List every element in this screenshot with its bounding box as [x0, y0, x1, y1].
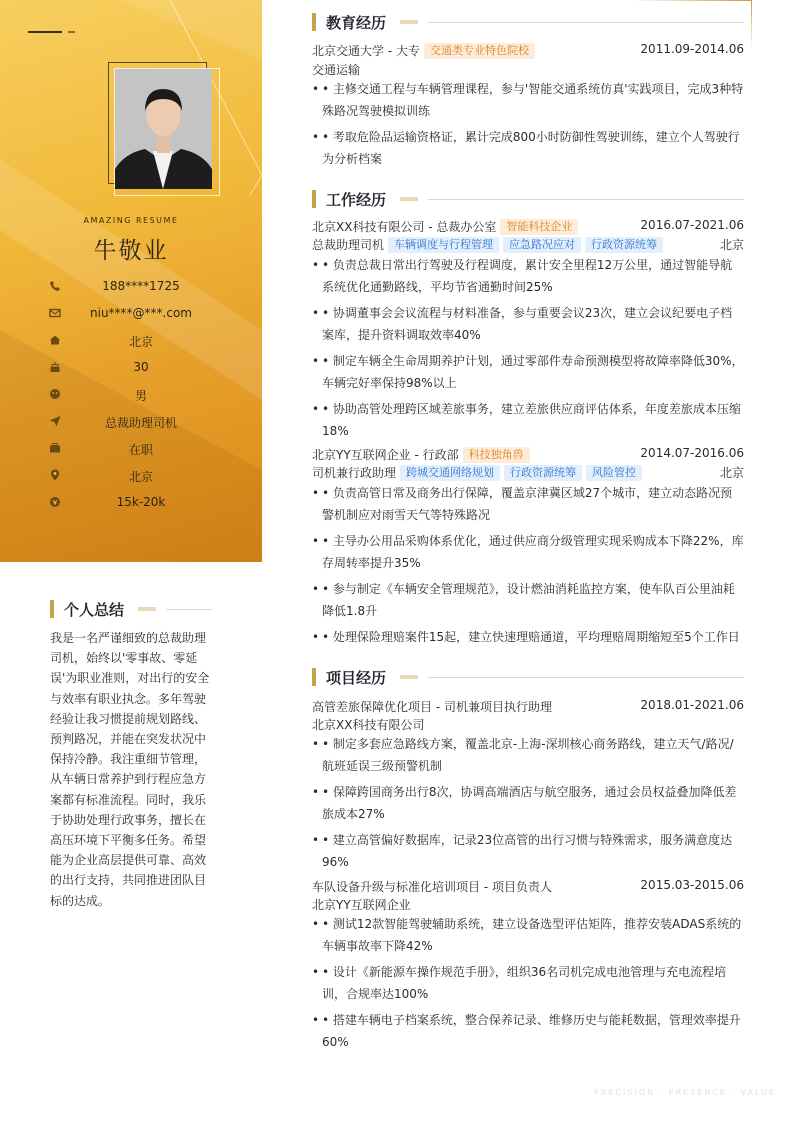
skill-tag: 行政资源统筹 — [585, 237, 663, 253]
home-value: 北京 — [128, 335, 153, 349]
education-school-row — [312, 42, 744, 60]
job-city: 北京 — [719, 238, 744, 252]
project-org: 北京YY互联网企业 — [312, 898, 411, 912]
phone-icon — [48, 279, 62, 293]
project-bullet: • • 保障跨国商务出行8次，协调高端酒店与航空服务，通过会员权益叠加降低差旅成本27% — [312, 785, 737, 821]
gender-value: 男 — [134, 389, 147, 403]
section-accent-bar — [50, 600, 54, 618]
job-date: 2016.07-2021.06 — [640, 218, 744, 232]
skill-tag: 应急路况应对 — [503, 237, 581, 253]
brand-caption: AMAZING RESUME — [83, 216, 179, 225]
section-accent-chip — [400, 675, 418, 679]
section-divider — [428, 199, 744, 200]
position-value: 总裁助理司机 — [104, 416, 177, 430]
project-date: 2018.01-2021.06 — [640, 698, 744, 712]
section-accent-chip — [138, 607, 156, 611]
job-bullet: • • 制定车辆全生命周期养护计划，通过零部件寿命预测模型将故障率降低30%，车辆完好率保持98%以上 — [312, 354, 744, 390]
position-row — [48, 413, 248, 431]
job-role-row — [312, 236, 744, 254]
decor-dash — [68, 31, 75, 33]
job-role: 总裁助理司机 — [312, 238, 385, 252]
projects-header — [312, 668, 744, 686]
projects-title: 项目经历 — [326, 669, 387, 687]
education-title: 教育经历 — [326, 14, 387, 32]
job-role: 司机兼行政助理 — [312, 466, 397, 480]
age-row — [48, 359, 248, 377]
section-divider — [166, 609, 212, 610]
project-bullet: • • 建立高管偏好数据库，记录23位高管的出行习惯与特殊需求，服务满意度达96% — [312, 833, 733, 869]
phone-row — [48, 278, 248, 296]
avatar-photo — [115, 69, 212, 189]
skill-tag: 风险管控 — [586, 465, 642, 481]
section-divider — [428, 677, 744, 678]
gender-icon — [48, 387, 62, 401]
work-title: 工作经历 — [326, 191, 387, 209]
job-city: 北京 — [719, 466, 744, 480]
corner-decor-vline — [751, 0, 752, 48]
home-icon — [48, 333, 62, 347]
project-name-row — [312, 698, 744, 716]
school-tag: 交通类专业特色院校 — [424, 43, 535, 59]
skill-tag: 车辆调度与行程管理 — [388, 237, 499, 253]
job-bullet: • • 处理保险理赔案件15起，建立快速理赔通道，平均理赔周期缩短至5个工作日 — [312, 630, 740, 644]
salary-row — [48, 494, 248, 512]
home-row — [48, 332, 248, 350]
candidate-name: 牛敬业 — [93, 238, 169, 264]
project-bullet: • • 设计《新能源车操作规范手册》，组织36名司机完成电池管理与充电流程培训，合规率达100% — [312, 965, 727, 1001]
education-date: 2011.09-2014.06 — [640, 42, 744, 56]
job-bullet: • • 主导办公用品采购体系优化，通过供应商分级管理实现采购成本下降22%，库存周转率提升35% — [312, 534, 744, 570]
summary-title: 个人总结 — [64, 601, 125, 619]
status-row — [48, 440, 248, 458]
location-pin-icon — [48, 468, 62, 482]
project-org-row — [312, 896, 744, 914]
education-header — [312, 13, 744, 31]
education-bullet: • • 主修交通工程与车辆管理课程，参与'智能交通系统仿真'实践项目，完成3种特殊路况驾驶模拟训练 — [312, 82, 744, 118]
job-company-row — [312, 218, 744, 236]
email-icon — [48, 306, 62, 320]
skill-tag: 行政资源统筹 — [504, 465, 582, 481]
project-org: 北京XX科技有限公司 — [312, 718, 425, 732]
section-accent-chip — [400, 20, 418, 24]
job-company: 北京XX科技有限公司 - 总裁办公室 — [312, 220, 497, 234]
section-accent-chip — [400, 197, 418, 201]
section-accent-bar — [312, 13, 316, 31]
school-name: 北京交通大学 - 大专 — [312, 44, 420, 58]
salary-value: 15k-20k — [116, 495, 166, 509]
send-icon — [48, 414, 62, 428]
job-bullet: • • 负责高管日常及商务出行保障，覆盖京津冀区域27个城市，建立动态路况预警机制应对雨雪天气等特殊路况 — [312, 486, 733, 522]
email-value: niu****@***.com — [90, 306, 192, 320]
project-bullet: • • 测试12款智能驾驶辅助系统，建立设备选型评估矩阵，推荐安装ADAS系统的车辆事故率下降42% — [312, 917, 742, 953]
email-row — [48, 305, 248, 323]
job-bullet: • • 参与制定《车辆安全管理规范》，设计燃油消耗监控方案，使车队百公里油耗降低1.8升 — [312, 582, 735, 618]
project-name-row — [312, 878, 744, 896]
location-value: 北京 — [128, 470, 153, 484]
education-major: 交通运输 — [312, 63, 361, 77]
project-org-row — [312, 716, 744, 734]
company-tag: 科技独角兽 — [463, 447, 530, 463]
education-bullet: • • 考取危险品运输资格证，累计完成800小时防御性驾驶训练，建立个人驾驶行为分析档案 — [312, 130, 740, 166]
project-bullet: • • 搭建车辆电子档案系统，整合保养记录、维修历史与能耗数据，管理效率提升60% — [312, 1013, 741, 1049]
status-value: 在职 — [128, 443, 153, 457]
age-value: 30 — [133, 360, 149, 374]
job-date: 2014.07-2016.06 — [640, 446, 744, 460]
project-bullet: • • 制定多套应急路线方案，覆盖北京-上海-深圳核心商务路线，建立天气/路况/航班延误三级预警机制 — [312, 737, 734, 773]
gender-row — [48, 386, 248, 404]
section-accent-bar — [312, 190, 316, 208]
decor-line — [28, 31, 62, 33]
skill-tag: 跨城交通网络规划 — [400, 465, 500, 481]
job-company: 北京YY互联网企业 - 行政部 — [312, 448, 459, 462]
job-bullet: • • 协调董事会会议流程与材料准备，参与重要会议23次，建立会议纪要电子档案库，提升资料调取效率40% — [312, 306, 733, 342]
footer-tagline: PRECISION · PRESENCE · VALUE — [594, 1088, 776, 1097]
job-bullet: • • 负责总裁日常出行驾驶及行程调度，累计安全里程12万公里，通过智能导航系统优化通勤路线，平均节省通勤时间25% — [312, 258, 733, 294]
cake-icon — [48, 360, 62, 374]
project-name: 高管差旅保障优化项目 - 司机兼项目执行助理 — [312, 700, 552, 714]
project-name: 车队设备升级与标准化培训项目 - 项目负责人 — [312, 880, 552, 894]
section-accent-bar — [312, 668, 316, 686]
salary-icon — [48, 495, 62, 509]
project-date: 2015.03-2015.06 — [640, 878, 744, 892]
section-divider — [428, 22, 744, 23]
job-bullet: • • 协助高管处理跨区域差旅事务，建立差旅供应商评估体系，年度差旅成本压缩18% — [312, 402, 741, 438]
location-row — [48, 467, 248, 485]
profile-panel — [0, 0, 262, 562]
work-header — [312, 190, 744, 208]
education-major-row — [312, 61, 744, 79]
phone-value: 188****1725 — [102, 279, 180, 293]
job-company-row — [312, 446, 744, 464]
job-role-row — [312, 464, 744, 482]
corner-decor-line — [630, 0, 751, 1]
summary-text: 我是一名严谨细致的总裁助理司机，始终以'零事故、零延误'为职业准则，对出行的安全与效率有职业执念。多年驾驶经验让我习惯提前规划路线、预判路况，并能在突发状况中保持冷静。我注重细节管理，从车辆日常养护到行程应急方案都有标准流程。同时，我乐于协助处理行政事务，擅长在高压环境下平衡多任务。希望能为企业高层提供可靠、高效的出行支持，共同推进团队目标的达成。 — [50, 631, 210, 908]
company-tag: 智能科技企业 — [500, 219, 578, 235]
briefcase-icon — [48, 441, 62, 455]
